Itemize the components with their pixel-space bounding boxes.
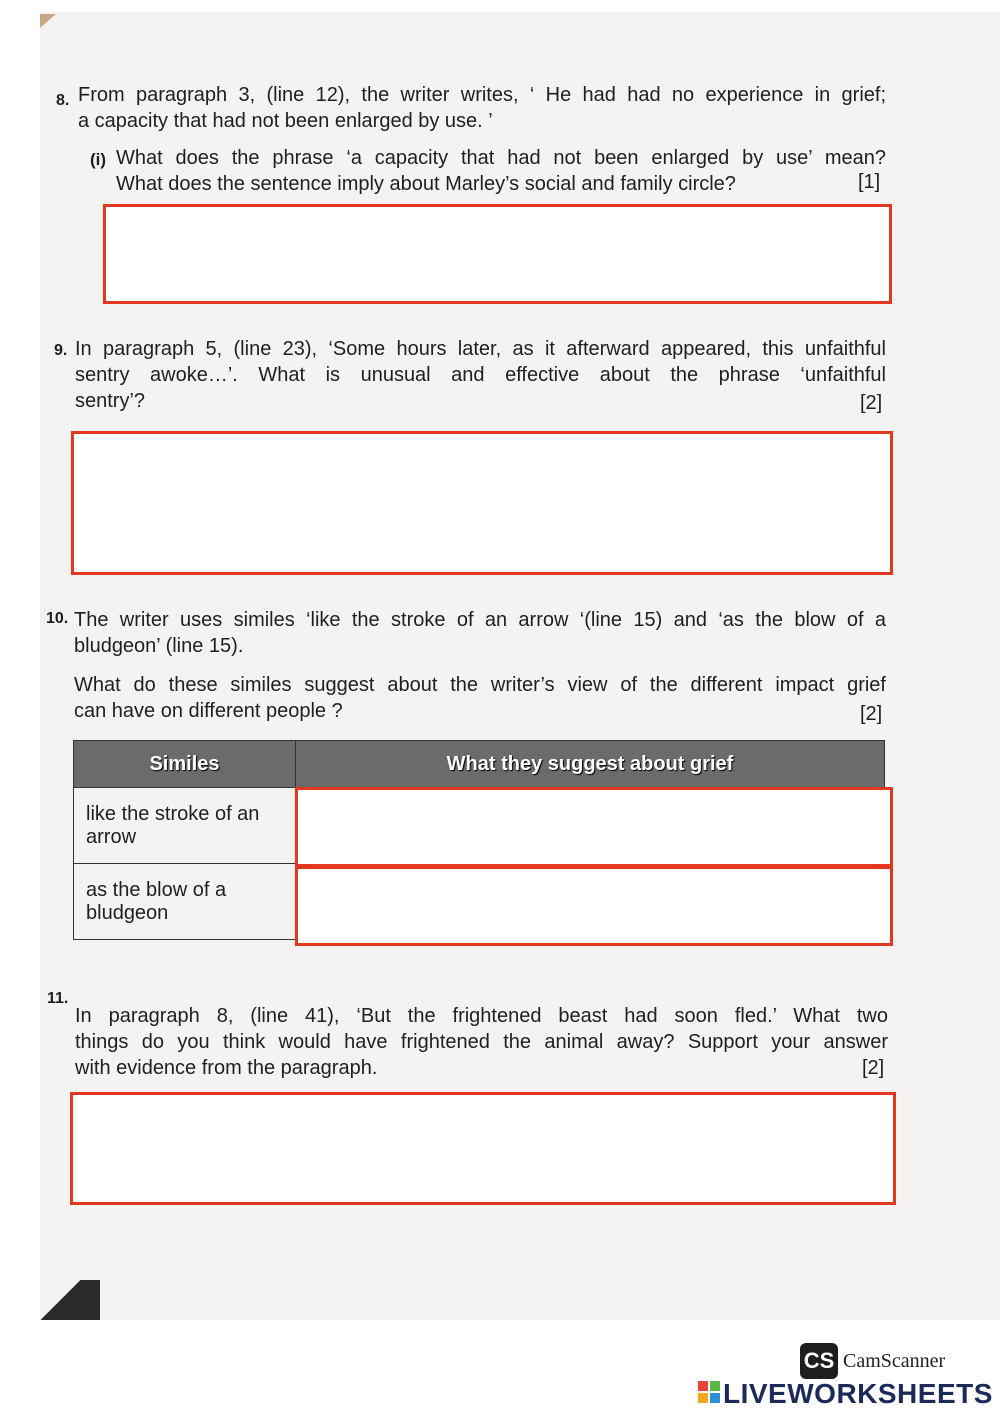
q10-text-a — [74, 607, 886, 659]
q8-sub-line2: What does the sentence imply about Marley’s social and family circle? — [116, 173, 736, 195]
q10-line3: What do these similes suggest about the writer’s view of the different impact grief — [74, 674, 886, 696]
q9-line2: sentry awoke…’. What is unusual and effective about the phrase ‘unfaithful — [75, 364, 886, 386]
page-shadow — [40, 1280, 100, 1320]
q11-line3: with evidence from the paragraph. — [75, 1057, 378, 1079]
q10-answer-box-bludgeon[interactable] — [295, 866, 893, 946]
simile-bludgeon: as the blow of a bludgeon — [74, 864, 296, 940]
page-fold — [40, 14, 56, 28]
camscanner-text: CamScanner — [843, 1350, 946, 1372]
q10-answer-box-arrow[interactable] — [295, 787, 893, 867]
q8-number: 8. — [56, 92, 70, 109]
q9-line3: sentry’? — [75, 390, 146, 412]
table-header-similes: Similes — [74, 741, 296, 788]
q9-line1: In paragraph 5, (line 23), ‘Some hours later, as it afterward appeared, this unfaithful — [75, 338, 886, 360]
q8-text — [78, 82, 886, 134]
simile-arrow: like the stroke of an arrow — [74, 788, 296, 864]
q11-text — [75, 1003, 888, 1081]
q10-number: 10. — [46, 610, 69, 627]
q8-sub-text — [116, 145, 886, 197]
q11-line1: In paragraph 8, (line 41), ‘But the frightened beast had soon fled.’ What two — [75, 1005, 888, 1027]
q8-sub-label: (i) — [90, 150, 107, 169]
liveworksheets-text: LIVEWORKSHEETS — [723, 1378, 993, 1409]
q10-marks: [2] — [860, 703, 883, 725]
liveworksheets-icon — [698, 1381, 720, 1403]
q9-marks: [2] — [860, 392, 883, 414]
q10-line4: can have on different people ? — [74, 700, 343, 722]
q10-line1: The writer uses similes ‘like the stroke of an arrow ‘(line 15) and ‘as the blow of a — [74, 609, 886, 631]
q10-line2: bludgeon’ (line 15). — [74, 635, 244, 657]
q11-marks: [2] — [862, 1057, 885, 1079]
q9-text — [75, 336, 886, 414]
q11-answer-box[interactable] — [70, 1092, 896, 1205]
q8-line1: From paragraph 3, (line 12), the writer writes, ‘ He had had no experience in grief; — [78, 84, 886, 106]
camscanner-logo: CS — [800, 1343, 838, 1379]
q11-line2: things do you think would have frightened the animal away? Support your answer — [75, 1031, 888, 1053]
q8-marks: [1] — [858, 171, 881, 193]
q11-number: 11. — [47, 990, 69, 1007]
q9-number: 9. — [54, 342, 68, 359]
q8-sub-line1: What does the phrase ‘a capacity that had not been enlarged by use’ mean? — [116, 147, 886, 169]
q10-text-b — [74, 672, 886, 724]
q8-answer-box[interactable] — [103, 204, 892, 304]
table-header-suggest: What they suggest about grief — [296, 741, 885, 788]
q8-line2: a capacity that had not been enlarged by use. ’ — [78, 110, 493, 132]
q9-answer-box[interactable] — [71, 431, 893, 575]
